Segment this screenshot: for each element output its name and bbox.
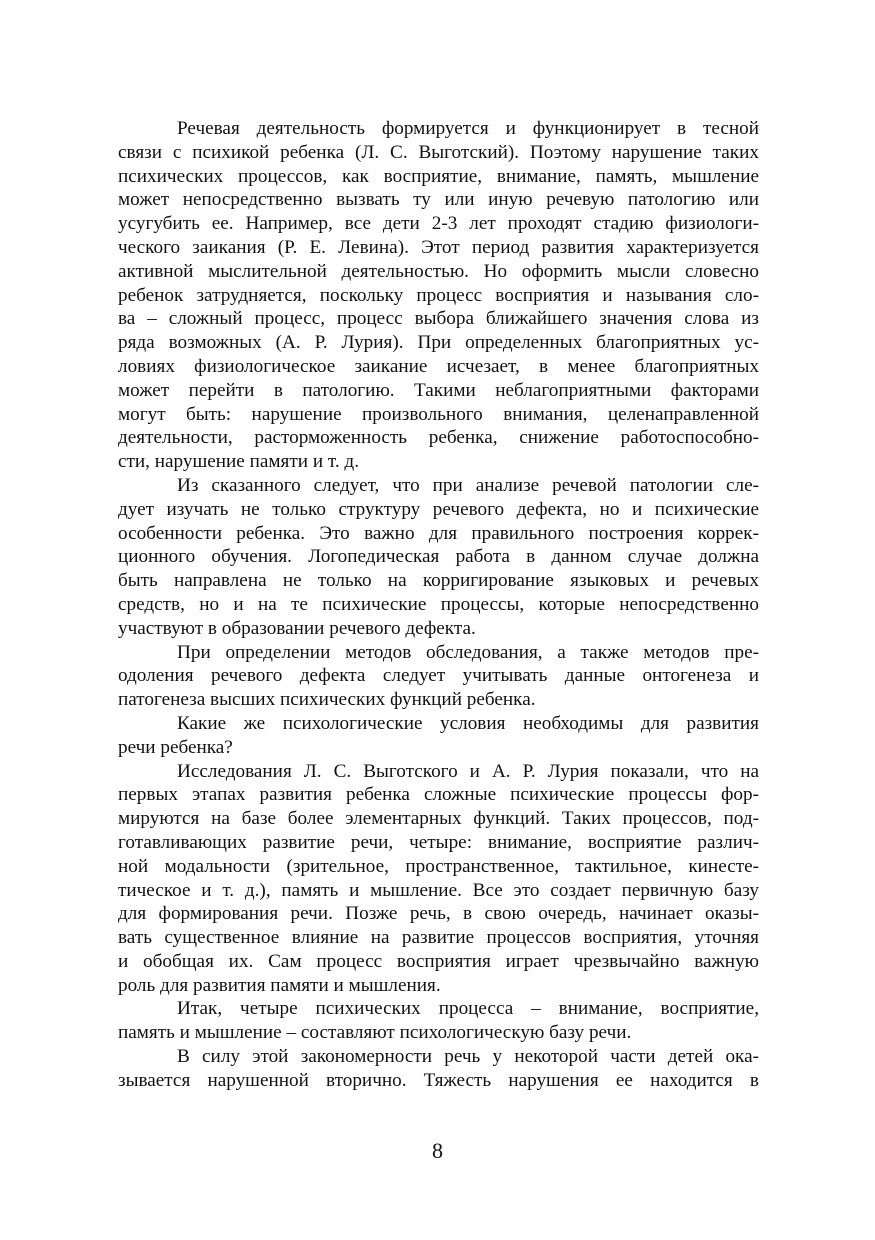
paragraph [118,117,759,474]
text-line: и обобщая их. Сам процесс восприятия играет чрезвычайно важную [118,950,759,972]
text-line: вать существенное влияние на развитие процессов восприятия, уточняя [118,927,759,949]
text-line: психических процессов, как восприятие, внимание, память, мышление [118,165,759,187]
text-line: речи ребенка? [118,736,233,758]
text-line: быть направлена не только на корригирование языковых и речевых [118,570,759,592]
paragraph [118,641,759,712]
text-line: дует изучать не только структуру речевого дефекта, но и психические [118,498,759,520]
paragraph [118,760,759,998]
text-line: Речевая деятельность формируется и функционирует в тесной [177,118,759,139]
text-line: особенности ребенка. Это важно для правильного построения коррек- [118,522,759,544]
text-line: ческого заикания (Р. Е. Левина). Этот период развития характеризуется [118,236,759,258]
text-line: Из сказанного следует, что при анализе речевой патологии сле- [177,474,759,496]
paragraph [118,474,759,641]
text-line: ряда возможных (А. Р. Лурия). При определенных благоприятных ус- [118,332,759,354]
text-line: может непосредственно вызвать ту или иную речевую патологию или [118,189,759,211]
text-line: ловиях физиологическое заикание исчезает, в менее благоприятных [118,355,759,377]
text-line: Какие же психологические условия необходимы для развития [177,712,759,734]
text-line: может перейти в патологию. Такими неблагоприятными факторами [118,379,759,401]
text-line: участвуют в образовании речевого дефекта. [118,617,476,639]
text-line: могут быть: нарушение произвольного внимания, целенаправленной [118,403,759,425]
page-number: 8 [432,1138,443,1163]
text-line: ва – сложный процесс, процесс выбора ближайшего значения слова из [118,308,759,330]
paragraph [118,997,759,1045]
text-line: мируются на базе более элементарных функций. Таких процессов, под- [118,808,759,830]
text-line: ной модальности (зрительное, пространственное, тактильное, кинесте- [118,855,759,877]
text-line: усугубить ее. Например, все дети 2-3 лет проходят стадию физиологи- [118,213,759,235]
text-line: готавливающих развитие речи, четыре: внимание, восприятие различ- [118,831,759,853]
text-line: патогенеза высших психических функций ребенка. [118,689,536,711]
body-text [118,117,759,1093]
text-line: При определении методов обследования, а также методов пре- [177,641,759,663]
text-line: деятельности, расторможенность ребенка, снижение работоспособно- [118,427,759,449]
text-line: ционного обучения. Логопедическая работа в данном случае должна [118,546,759,568]
text-line: средств, но и на те психические процессы, которые непосредственно [118,593,759,615]
text-line: активной мыслительной деятельностью. Но оформить мысли словесно [118,260,759,282]
text-line: Исследования Л. С. Выготского и А. Р. Лурия показали, что на [177,760,759,782]
text-line: зывается нарушенной вторично. Тяжесть нарушения ее находится в [118,1069,759,1091]
text-line: для формирования речи. Позже речь, в свою очередь, начинает оказы- [118,903,759,925]
text-line: В силу этой закономерности речь у некоторой части детей ока- [177,1046,759,1068]
text-line: ребенок затрудняется, поскольку процесс восприятия и называния сло- [118,284,759,306]
text-line: сти, нарушение памяти и т. д. [118,451,359,473]
text-line: связи с психикой ребенка (Л. С. Выготский). Поэтому нарушение таких [118,141,759,163]
text-line: тическое и т. д.), память и мышление. Все это создает первичную базу [118,879,759,901]
text-line: первых этапах развития ребенка сложные психические процессы фор- [118,784,759,806]
paragraph [118,1045,759,1093]
text-line: роль для развития памяти и мышления. [118,974,441,996]
paragraph [118,712,759,760]
text-line: память и мышление – составляют психологическую базу речи. [118,1022,632,1044]
text-line: Итак, четыре психических процесса – внимание, восприятие, [177,998,759,1020]
text-line: одоления речевого дефекта следует учитывать данные онтогенеза и [118,665,759,687]
